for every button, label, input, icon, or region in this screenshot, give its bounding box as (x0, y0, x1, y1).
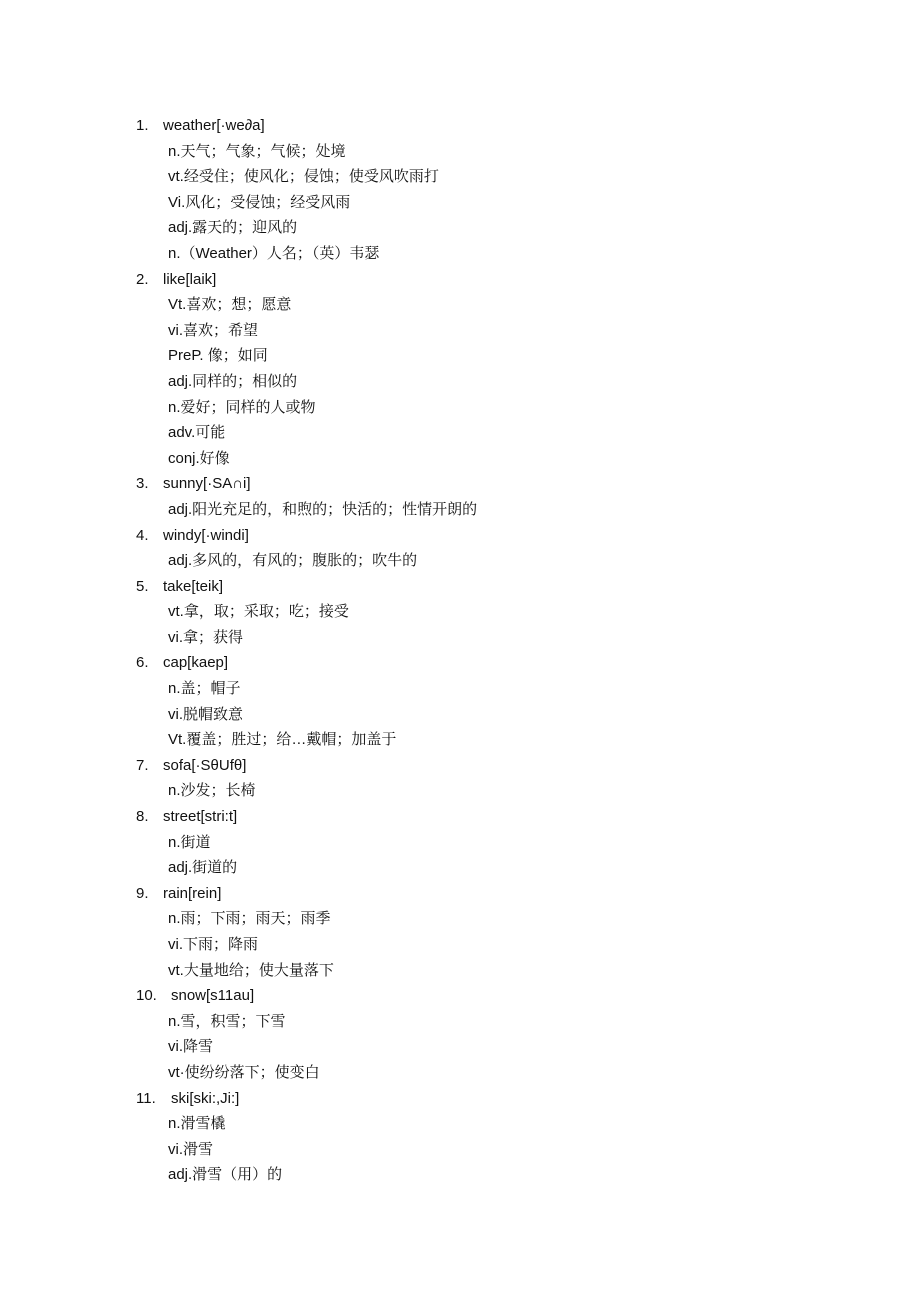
vocabulary-entry (136, 983, 836, 1085)
entry-number: 9. (136, 884, 149, 902)
definition-line: vi.滑雪 (168, 1140, 214, 1158)
definition-line: n.爱好；同样的人或物 (168, 398, 316, 416)
definition-line: PreP. 像；如同 (168, 347, 268, 365)
vocabulary-entry (136, 1086, 836, 1188)
entry-number: 6. (136, 654, 149, 672)
definition-line: adj.滑雪（用）的 (168, 1166, 283, 1184)
entry-heading (136, 804, 836, 830)
entry-heading (136, 523, 836, 549)
definition-line: Vi.风化；受侵蚀；经受风雨 (168, 193, 351, 211)
entry-number: 1. (136, 117, 149, 134)
headword: rain[rein] (163, 884, 222, 902)
definition-line: vi.脱帽致意 (168, 705, 244, 723)
vocabulary-entry (136, 881, 836, 983)
definition-line: conj.好像 (168, 449, 230, 467)
definition-line: adv.可能 (168, 424, 226, 442)
headword: ski[ski:,Ji:] (171, 1089, 240, 1107)
definition-line: adj.多风的，有风的；腹胀的；吹牛的 (168, 552, 418, 570)
definition-line: n.雪，积雪；下雪 (168, 1012, 286, 1030)
entry-number: 11. (136, 1089, 156, 1107)
definition-line: vi.拿；获得 (168, 628, 244, 646)
entry-heading (136, 983, 836, 1009)
definition-line: n.盖；帽子 (168, 680, 241, 698)
definition-line: vi.下雨；降雨 (168, 936, 259, 953)
headword: street[stri:t] (163, 808, 238, 826)
vocabulary-entry (136, 650, 836, 752)
headword: like[laik] (163, 270, 217, 288)
definition-line: adj.阳光充足的，和煦的；快活的；性情开朗的 (168, 500, 478, 518)
definition-line: adj.街道的 (168, 859, 238, 877)
definition-line: adj.露天的；迎风的 (168, 219, 298, 237)
entry-number: 2. (136, 270, 149, 288)
definition-line: vt·使纷纷落下；使变白 (168, 1063, 320, 1081)
entry-heading (136, 881, 836, 907)
definition-line: Vt.喜欢；想；愿意 (168, 296, 292, 314)
headword: sunny[·SA∩i] (163, 475, 251, 493)
entry-number: 4. (136, 526, 149, 544)
definition-line: n.（Weather）人名；（英）韦瑟 (168, 244, 380, 262)
definition-line: vt.大量地给；使大量落下 (168, 961, 334, 979)
vocabulary-entry (136, 267, 836, 472)
entry-number: 8. (136, 808, 149, 826)
definition-line: Vt.覆盖；胜过；给…戴帽；加盖于 (168, 731, 397, 749)
headword: cap[kaep] (163, 654, 229, 672)
entry-number: 10. (136, 987, 157, 1005)
vocabulary-entry (136, 471, 836, 522)
definition-line: vt.拿，取；采取；吃；接受 (168, 603, 349, 621)
entry-heading (136, 574, 836, 600)
entry-heading (136, 1086, 836, 1112)
definition-line: vi.喜欢；希望 (168, 321, 259, 339)
definition-line: n.沙发；长椅 (168, 782, 256, 800)
definition-line: vt.经受住；使风化；侵蚀；使受风吹雨打 (168, 168, 439, 186)
entry-number: 5. (136, 577, 149, 595)
vocabulary-entry (136, 574, 836, 651)
headword: weather[·we∂a] (163, 117, 265, 134)
entry-heading (136, 267, 836, 293)
vocabulary-list (136, 113, 836, 1188)
definition-line: vi.降雪 (168, 1038, 214, 1056)
entry-number: 7. (136, 756, 149, 774)
definition-line: n.滑雪橇 (168, 1115, 226, 1133)
entry-heading (136, 753, 836, 779)
vocabulary-entry (136, 113, 836, 267)
entry-heading (136, 471, 836, 497)
entry-heading (136, 650, 836, 676)
headword: sofa[·SθUfθ] (163, 756, 247, 774)
entry-number: 3. (136, 475, 149, 493)
headword: take[teik] (163, 577, 224, 595)
headword: snow[s11au] (171, 987, 255, 1005)
definition-line: n.街道 (168, 833, 211, 851)
entry-heading (136, 113, 836, 139)
definition-line: n.雨；下雨；雨天；雨季 (168, 910, 331, 928)
vocabulary-entry (136, 753, 836, 804)
vocabulary-entry (136, 523, 836, 574)
definition-line: n.天气；气象；气候；处境 (168, 142, 346, 160)
definition-line: adj.同样的；相似的 (168, 372, 298, 390)
headword: windy[·windi] (163, 526, 249, 544)
vocabulary-entry (136, 804, 836, 881)
